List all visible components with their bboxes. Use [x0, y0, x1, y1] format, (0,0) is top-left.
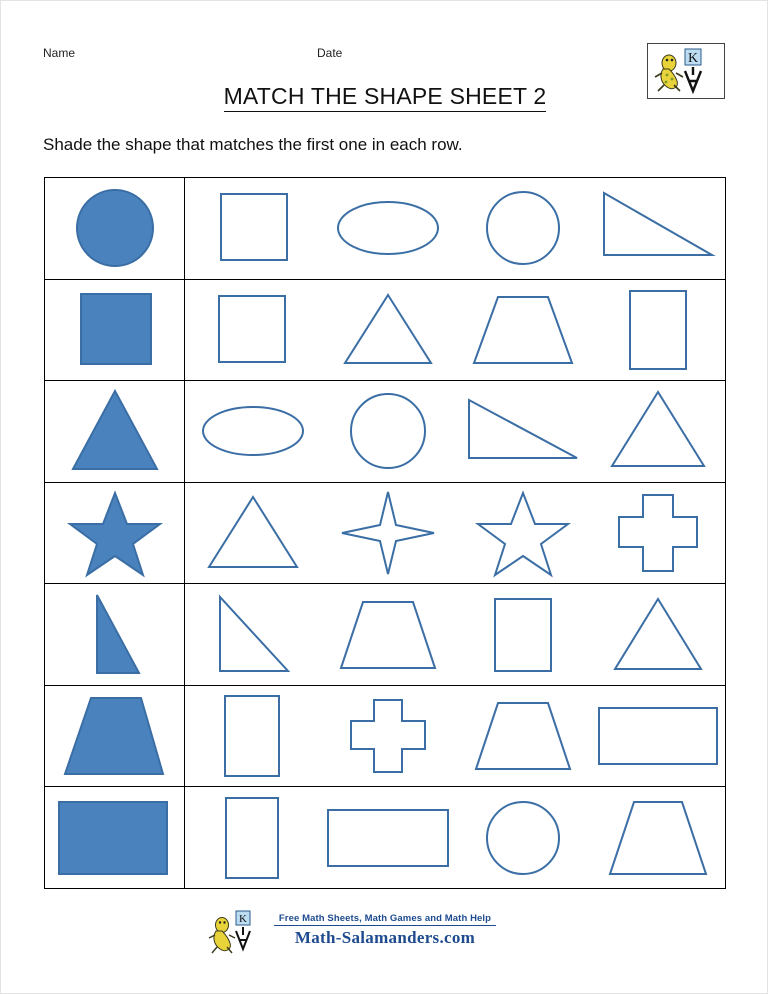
rectangle-tall-icon [215, 691, 291, 781]
footer-brand[interactable]: Math-Salamanders.com [294, 928, 476, 947]
date-label: Date [317, 46, 343, 60]
table-row [45, 381, 725, 483]
triangle-icon [606, 386, 710, 476]
row-key-cell [45, 178, 185, 279]
shapes-grid [44, 177, 726, 889]
row-key-cell [45, 280, 185, 381]
row-options [185, 483, 725, 584]
row-options [185, 178, 725, 279]
option-cell[interactable] [185, 381, 320, 482]
option-cell[interactable] [320, 483, 455, 584]
cross-icon [613, 489, 703, 577]
table-row [45, 178, 725, 280]
name-label: Name [43, 46, 76, 60]
star4-icon [338, 488, 438, 578]
circle-icon [480, 185, 566, 271]
circle-icon [344, 387, 432, 475]
footer-brand-block [239, 913, 496, 948]
table-row [45, 686, 725, 788]
option-cell[interactable] [185, 178, 320, 279]
cross-icon [345, 694, 431, 778]
table-row [45, 483, 725, 585]
row-key-cell [45, 381, 185, 482]
option-cell[interactable] [590, 381, 725, 482]
triangle-icon [203, 489, 303, 577]
right-triangle-icon [461, 388, 585, 474]
option-cell[interactable] [185, 584, 320, 685]
row-options [185, 686, 725, 787]
table-row [45, 280, 725, 382]
table-row [45, 787, 725, 888]
option-cell[interactable] [455, 178, 590, 279]
rectangle-tall-icon [216, 793, 290, 883]
triangle-icon [63, 385, 167, 477]
footer-tagline: Free Math Sheets, Math Games and Math Help [278, 913, 492, 924]
row-options [185, 280, 725, 381]
trapezoid-icon [468, 693, 578, 779]
square-icon [63, 284, 167, 376]
circle-icon [479, 794, 567, 882]
option-cell[interactable] [455, 787, 590, 888]
ellipse-icon [333, 185, 443, 271]
row-key-cell [45, 787, 185, 888]
table-row [45, 584, 725, 686]
rectangle-tall-icon [485, 591, 561, 679]
option-cell[interactable] [455, 381, 590, 482]
instruction-text: Shade the shape that matches the first one in each row. [43, 135, 463, 154]
star5-icon [473, 488, 573, 578]
square-icon [213, 185, 293, 271]
row-options [185, 787, 725, 888]
triangle-icon [339, 287, 437, 373]
svg-text:K: K [239, 913, 247, 925]
rectangle-wide-icon [593, 699, 723, 773]
option-cell[interactable] [320, 584, 455, 685]
row-options [185, 584, 725, 685]
option-cell[interactable] [590, 178, 725, 279]
trapezoid-icon [59, 690, 171, 782]
option-cell[interactable] [455, 584, 590, 685]
trapezoid-icon [602, 794, 714, 882]
rectangle-tall-icon [619, 286, 697, 374]
footer [1, 913, 768, 948]
trapezoid-icon [468, 287, 578, 373]
ellipse-icon [198, 388, 308, 474]
right-triangle-icon [63, 589, 167, 681]
option-cell[interactable] [320, 381, 455, 482]
row-key-cell [45, 686, 185, 787]
option-cell[interactable] [590, 280, 725, 381]
row-options [185, 381, 725, 482]
option-cell[interactable] [455, 686, 590, 787]
trapezoid-icon [333, 592, 443, 678]
option-cell[interactable] [320, 787, 455, 888]
option-cell[interactable] [320, 178, 455, 279]
option-cell[interactable] [320, 686, 455, 787]
circle-icon [63, 182, 167, 274]
option-cell[interactable] [185, 787, 320, 888]
footer-divider [274, 925, 496, 926]
rectangle-wide-icon [322, 802, 454, 874]
option-cell[interactable] [590, 787, 725, 888]
option-cell[interactable] [185, 686, 320, 787]
row-key-cell [45, 483, 185, 584]
right-triangle-icon [210, 591, 296, 679]
square-icon [211, 287, 295, 373]
option-cell[interactable] [590, 686, 725, 787]
option-cell[interactable] [185, 483, 320, 584]
rectangle-wide-icon [57, 792, 173, 884]
triangle-icon [609, 591, 707, 679]
option-cell[interactable] [455, 280, 590, 381]
footer-logo [204, 909, 266, 955]
page-title-text: MATCH THE SHAPE SHEET 2 [224, 83, 547, 112]
option-cell[interactable] [590, 483, 725, 584]
row-key-cell [45, 584, 185, 685]
salamander-icon [204, 909, 266, 955]
option-cell[interactable] [185, 280, 320, 381]
page-title [1, 83, 768, 110]
right-triangle-icon [596, 185, 720, 271]
option-cell[interactable] [590, 584, 725, 685]
star5-icon [63, 487, 167, 579]
option-cell[interactable] [455, 483, 590, 584]
svg-text:K: K [687, 51, 699, 66]
option-cell[interactable] [320, 280, 455, 381]
